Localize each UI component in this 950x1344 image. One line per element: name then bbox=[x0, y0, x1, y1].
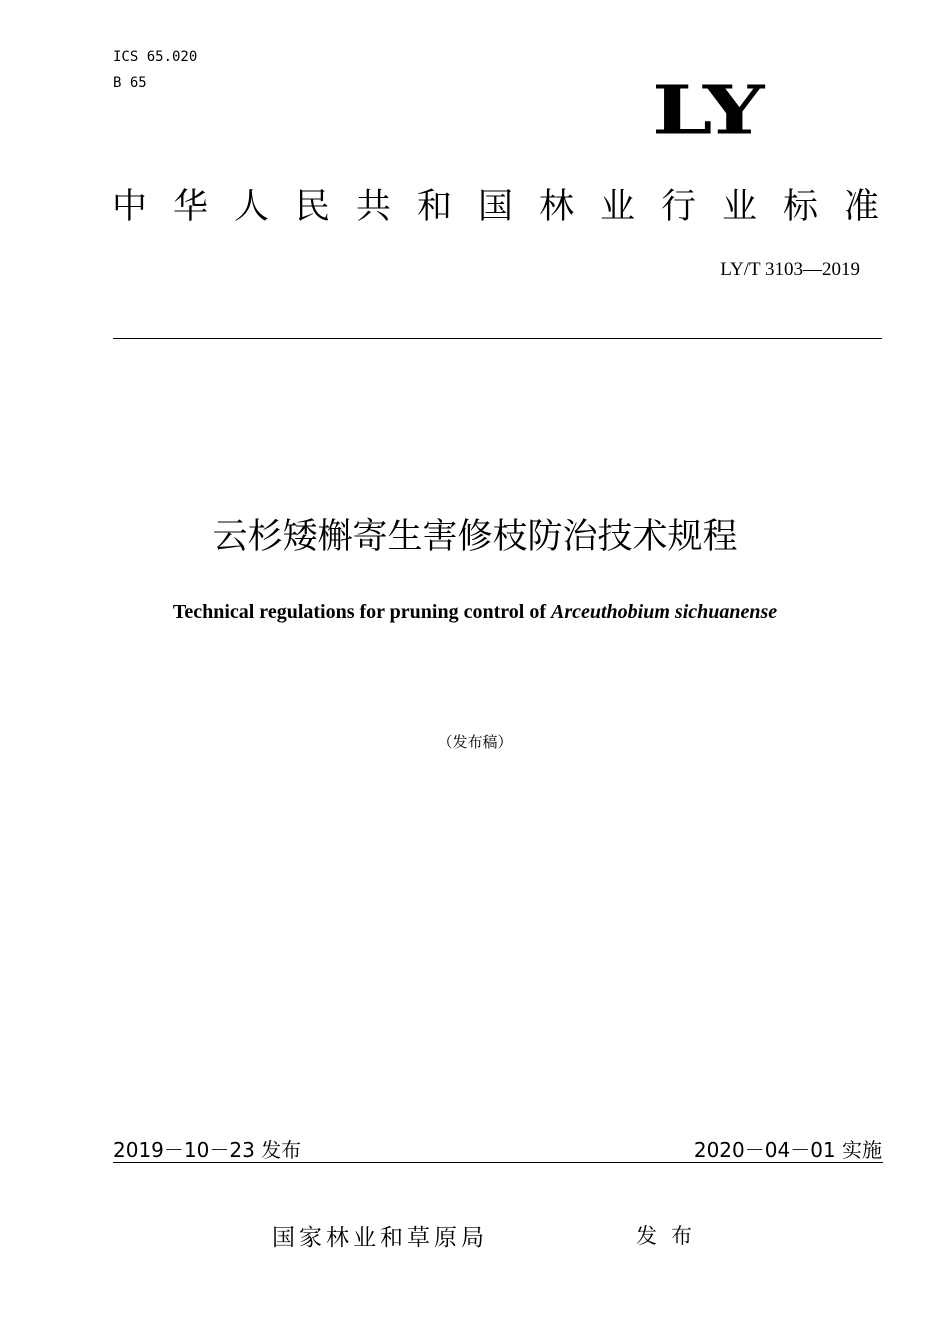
ics-code: ICS 65.020 bbox=[113, 49, 198, 65]
issue-label: 发布 bbox=[636, 1224, 706, 1248]
footer-divider bbox=[113, 1162, 883, 1163]
document-title-en-plain: Technical regulations for pruning control of bbox=[172, 601, 551, 623]
ly-logo: LY bbox=[652, 71, 761, 151]
standard-type-title: 中华人民共和国林业行业标准 bbox=[112, 187, 906, 227]
document-title-en bbox=[0, 599, 950, 625]
issuing-authority: 国家林业和草原局 bbox=[272, 1225, 488, 1251]
classification-code: B 65 bbox=[113, 75, 147, 91]
document-title-zh: 云杉矮槲寄生害修枝防治技术规程 bbox=[212, 517, 738, 557]
standard-code: LY/T 3103—2019 bbox=[720, 259, 860, 280]
draft-status: （发布稿） bbox=[437, 733, 513, 751]
issue-date: 2019－10－23 发布 bbox=[113, 1138, 302, 1162]
document-title-en-species: Arceuthobium sichuanense bbox=[551, 601, 778, 623]
implementation-date: 2020－04－01 实施 bbox=[693, 1138, 882, 1162]
header-divider bbox=[113, 338, 882, 339]
